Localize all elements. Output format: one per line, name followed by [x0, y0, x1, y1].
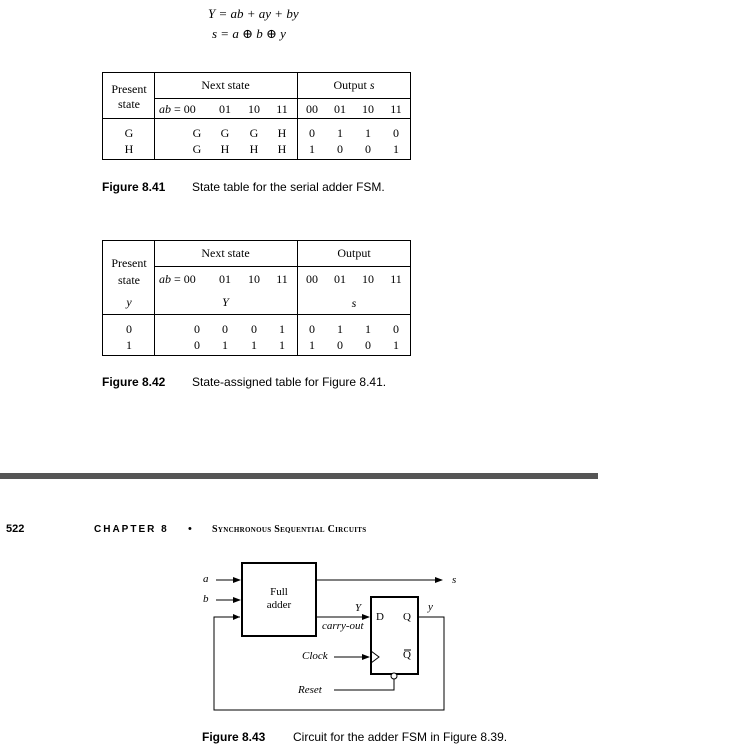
- next-state-header: Next state: [201, 246, 250, 260]
- table-cell: 0: [337, 142, 343, 156]
- table-cell: H: [277, 126, 287, 140]
- present-state-header: Present: [111, 256, 147, 270]
- output-var: s: [351, 296, 357, 310]
- table-cell: 1: [309, 142, 315, 156]
- ab-label: ab = 00: [159, 272, 196, 286]
- bullet: •: [188, 523, 192, 535]
- present-state-header: state: [118, 273, 140, 287]
- clock-triangle: [371, 651, 379, 663]
- table-cell: 0: [194, 338, 200, 352]
- table-cell: 1: [279, 338, 285, 352]
- col-header: 01: [334, 272, 346, 286]
- table-cell: G: [192, 126, 202, 140]
- table-cell: 0: [251, 322, 257, 336]
- Y-label: Y: [355, 602, 362, 614]
- running-title: Synchronous Sequential Circuits: [212, 524, 367, 535]
- clock-label: Clock: [302, 650, 328, 662]
- reset-label: Reset: [298, 684, 322, 696]
- table-cell: 0: [222, 322, 228, 336]
- equation-s: s = a ⊕ b ⊕ y: [212, 26, 286, 41]
- feedback-arrowhead: [233, 614, 240, 620]
- table-cell: 1: [365, 126, 371, 140]
- adder-label: adder: [266, 599, 292, 611]
- output-header: Output s: [333, 78, 375, 92]
- col-header: 00: [306, 272, 318, 286]
- present-state-header: state: [118, 97, 140, 111]
- col-header: 11: [390, 272, 402, 286]
- reset-bubble: [391, 673, 397, 679]
- table-cell: 1: [222, 338, 228, 352]
- equation-Y: Y = ab + ay + by: [208, 6, 299, 21]
- table-cell: 1: [393, 338, 399, 352]
- carry-out-label: carry-out: [322, 620, 364, 632]
- table-cell: 0: [309, 126, 315, 140]
- q-output-label: Q: [403, 611, 411, 623]
- next-state-header: Next state: [201, 78, 250, 92]
- table-cell: 0: [194, 322, 200, 336]
- table-cell: 0: [393, 126, 399, 140]
- next-state-var: Y: [222, 295, 229, 309]
- col-header: 01: [219, 102, 231, 116]
- col-header: 11: [276, 272, 288, 286]
- table-cell: H: [124, 142, 134, 156]
- table-cell: 0: [126, 322, 132, 336]
- col-header: 10: [362, 102, 374, 116]
- table-cell: 1: [393, 142, 399, 156]
- col-header: 01: [334, 102, 346, 116]
- table-cell: 0: [365, 338, 371, 352]
- col-header: 11: [276, 102, 288, 116]
- table-cell: 0: [365, 142, 371, 156]
- table-cell: G: [192, 142, 202, 156]
- table-cell: 0: [393, 322, 399, 336]
- chapter-label: CHAPTER 8: [94, 524, 169, 535]
- page-number: 522: [6, 523, 25, 535]
- output-s-label: s: [452, 574, 457, 586]
- table-cell: 0: [309, 322, 315, 336]
- col-header: 10: [362, 272, 374, 286]
- col-header: 00: [306, 102, 318, 116]
- input-b-label: b: [203, 593, 209, 605]
- col-header: 10: [248, 272, 260, 286]
- ab-label: ab = 00: [159, 102, 196, 116]
- col-header: 10: [248, 102, 260, 116]
- figure-caption: Circuit for the adder FSM in Figure 8.39.: [293, 730, 508, 744]
- figure-caption: State table for the serial adder FSM.: [192, 180, 385, 194]
- adder-label: Full: [270, 586, 288, 598]
- wire-reset: [334, 679, 394, 690]
- table-cell: 1: [251, 338, 257, 352]
- qbar-output-label: Q: [403, 649, 411, 661]
- table-cell: 1: [337, 126, 343, 140]
- table-cell: 1: [279, 322, 285, 336]
- table-cell: 0: [337, 338, 343, 352]
- table-cell: 1: [337, 322, 343, 336]
- table-cell: 1: [365, 322, 371, 336]
- figure-label: Figure 8.43: [202, 730, 266, 744]
- figure-caption: State-assigned table for Figure 8.41.: [192, 375, 387, 389]
- table-cell: H: [277, 142, 287, 156]
- d-input-label: D: [376, 611, 384, 623]
- figure-label: Figure 8.41: [102, 180, 166, 194]
- input-a-label: a: [203, 573, 209, 585]
- table-cell: G: [124, 126, 134, 140]
- figure-label: Figure 8.42: [102, 375, 166, 389]
- present-state-var: y: [126, 295, 132, 309]
- table-cell: G: [249, 126, 259, 140]
- table-cell: H: [220, 142, 230, 156]
- table-cell: 1: [126, 338, 132, 352]
- output-header: Output: [337, 246, 371, 260]
- col-header: 01: [219, 272, 231, 286]
- col-header: 11: [390, 102, 402, 116]
- table-cell: 1: [309, 338, 315, 352]
- y-label: y: [428, 601, 433, 613]
- d-flip-flop: [371, 597, 418, 674]
- table-cell: G: [220, 126, 230, 140]
- table-cell: H: [249, 142, 259, 156]
- present-state-header: Present: [111, 82, 147, 96]
